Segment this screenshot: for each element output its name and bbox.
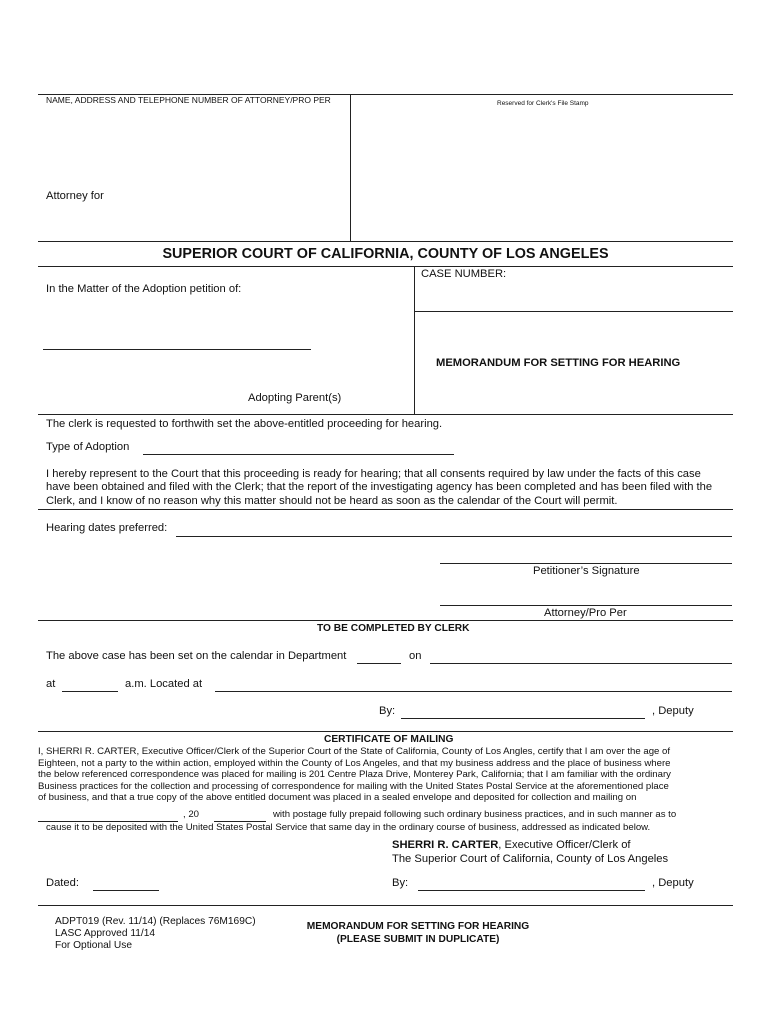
certificate-heading: CERTIFICATE OF MAILING xyxy=(324,734,454,745)
department-field[interactable] xyxy=(357,663,401,664)
adopting-parents-label: Adopting Parent(s) xyxy=(248,392,342,404)
case-number-rule xyxy=(414,311,733,312)
certificate-line: of business, and that a true copy of the above entitled document was placed in a sealed envelope and deposited for collection and mailing on xyxy=(38,792,637,804)
form-usage: For Optional Use xyxy=(55,940,133,951)
form-number: ADPT019 (Rev. 11/14) (Replaces 76M169C) xyxy=(55,916,256,927)
certificate-deputy-label: , Deputy xyxy=(652,877,694,889)
clerk-by-field[interactable] xyxy=(401,718,645,719)
certificate-line: the below referenced correspondence was placed for mailing is 201 Centre Plaza Drive, Monterey Park, California; that I am familiar with the ordinary xyxy=(38,769,671,781)
certificate-paragraph xyxy=(38,746,738,804)
comma-20-label: , 20 xyxy=(183,809,200,820)
attorney-name-label: NAME, ADDRESS AND TELEPHONE NUMBER OF ATTORNEY/PRO PER xyxy=(46,95,331,105)
form-approval: LASC Approved 11/14 xyxy=(55,928,156,939)
petitioner-signature-line[interactable] xyxy=(440,563,732,564)
header-divider xyxy=(350,94,351,241)
memo-title: MEMORANDUM FOR SETTING FOR HEARING xyxy=(436,357,681,369)
footer-rule xyxy=(38,905,733,906)
form-info xyxy=(55,916,256,952)
time-field[interactable] xyxy=(62,691,118,692)
footer-subtitle: (PLEASE SUBMIT IN DUPLICATE) xyxy=(336,934,500,945)
representation-rule xyxy=(38,509,733,510)
hearing-dates-label: Hearing dates preferred: xyxy=(46,522,168,534)
court-title-rule xyxy=(38,266,733,267)
signer-title: , Executive Officer/Clerk of xyxy=(498,839,631,851)
dated-label: Dated: xyxy=(46,877,79,889)
at-label: at xyxy=(46,678,56,690)
representation-line: I hereby represent to the Court that this proceeding is ready for hearing; that all consents required by law under the facts of this case xyxy=(46,468,701,480)
signer-block xyxy=(392,839,631,851)
petitioner-signature-label: Petitioner’s Signature xyxy=(533,565,640,577)
caption-divider xyxy=(414,266,415,414)
clerk-by-label: By: xyxy=(379,705,396,717)
attorney-signature-line[interactable] xyxy=(440,605,732,606)
representation-line: Clerk, and I know of no reason why this matter should not be heard as soon as the calendar of the Court will permit. xyxy=(46,494,618,507)
adoption-matter-label: In the Matter of the Adoption petition of: xyxy=(46,283,242,295)
adopting-parent-name-line[interactable] xyxy=(43,349,311,350)
signer-court: The Superior Court of California, County of Los Angeles xyxy=(392,853,669,865)
caption-bottom-rule xyxy=(38,414,733,415)
header-bottom-rule xyxy=(38,241,733,242)
case-number-label: CASE NUMBER: xyxy=(421,268,507,280)
type-of-adoption-label: Type of Adoption xyxy=(46,441,130,453)
certificate-line: I, SHERRI R. CARTER, Executive Officer/Clerk of the Superior Court of the State of California, County of Los Angles, certify that I am over the age of xyxy=(38,746,671,757)
representation-line: have been obtained and filed with the Clerk; that the report of the investigating agency has been completed and has been filed with the xyxy=(46,481,713,494)
certificate-rule xyxy=(38,731,733,732)
certificate-line: Business practices for the collection and processing of correspondence for mailing with the United States Postal Service at the aforementioned place xyxy=(38,780,669,792)
on-label: on xyxy=(409,650,422,662)
location-field[interactable] xyxy=(215,691,732,692)
clerk-section-rule xyxy=(38,620,733,621)
postage-text: with postage fully prepaid following such ordinary business practices, and in such manner as to xyxy=(273,809,677,820)
certificate-by-field[interactable] xyxy=(418,890,645,891)
type-of-adoption-field[interactable] xyxy=(143,454,454,455)
clerk-request-text: The clerk is requested to forthwith set the above-entitled proceeding for hearing. xyxy=(46,418,443,430)
attorney-for-label: Attorney for xyxy=(46,190,104,202)
clerk-stamp-label: Reserved for Clerk's File Stamp xyxy=(497,100,589,107)
signer-name: SHERRI R. CARTER xyxy=(392,839,499,851)
calendar-date-field[interactable] xyxy=(430,663,732,664)
certificate-by-label: By: xyxy=(392,877,409,889)
dated-field[interactable] xyxy=(93,890,159,891)
set-on-calendar-text: The above case has been set on the calendar in Department xyxy=(46,650,347,662)
certificate-final-line: cause it to be deposited with the United States Postal Service that same day in the ordinary course of business, addressed as indicated below. xyxy=(46,822,651,833)
representation-paragraph xyxy=(46,468,736,508)
attorney-pro-per-label: Attorney/Pro Per xyxy=(544,607,627,619)
am-located-at-label: a.m. Located at xyxy=(125,678,203,690)
footer-title: MEMORANDUM FOR SETTING FOR HEARING xyxy=(306,921,530,932)
hearing-dates-field[interactable] xyxy=(176,536,732,537)
clerk-section-heading: TO BE COMPLETED BY CLERK xyxy=(317,623,470,634)
certificate-line: Eighteen, not a party to the within action, employed within the County of Los Angeles, and that my business address and the place of business where xyxy=(38,757,671,769)
court-title: SUPERIOR COURT OF CALIFORNIA, COUNTY OF LOS ANGELES xyxy=(162,246,609,262)
clerk-deputy-label: , Deputy xyxy=(652,705,694,717)
